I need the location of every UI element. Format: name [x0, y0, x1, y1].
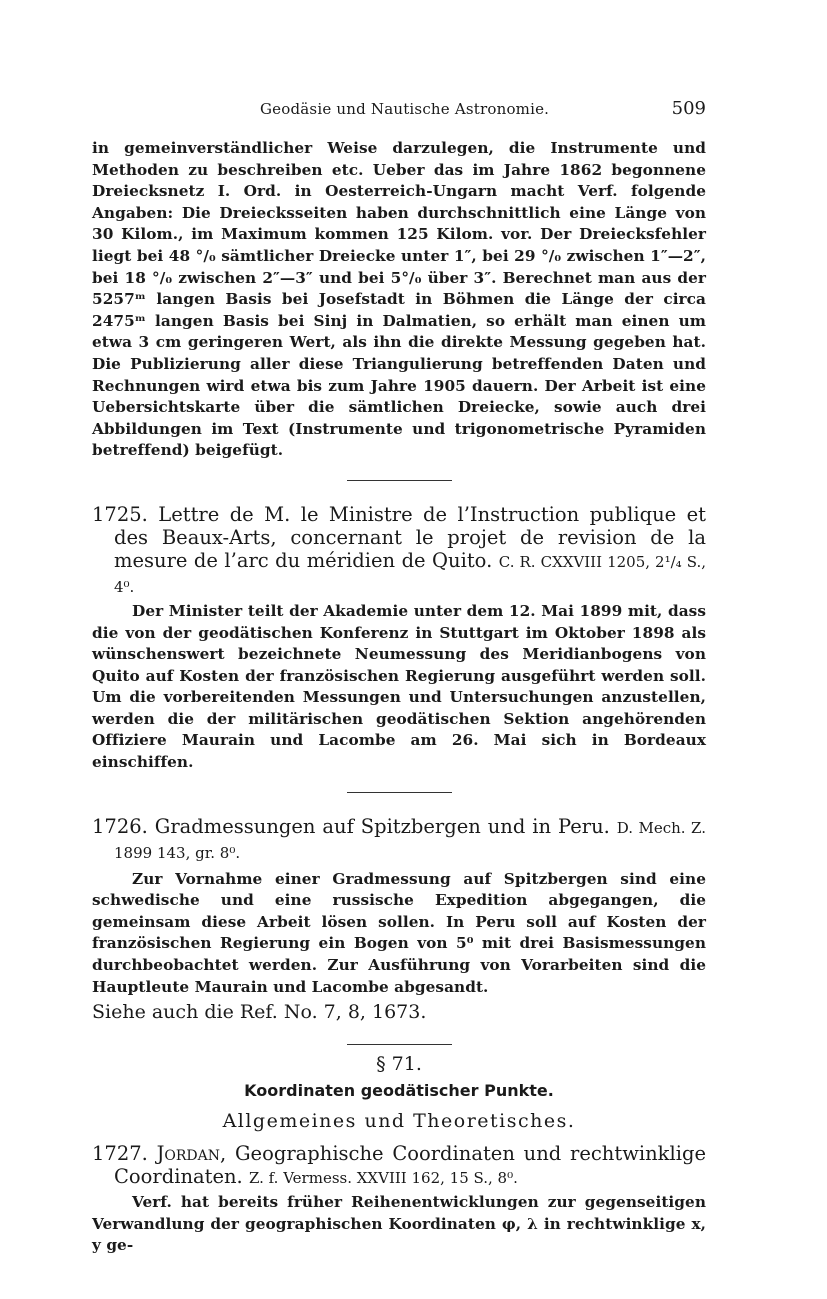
entry-heading	[92, 815, 706, 865]
entry-author: Jordan,	[156, 1142, 227, 1166]
separator-rule	[347, 480, 452, 481]
see-also: Siehe auch die Ref. No. 7, 8, 1673.	[92, 1001, 427, 1024]
entry-body: Verf. hat bereits früher Reihenentwicklungen zur gegenseitigen Verwandlung der geographischen Koordinaten φ, λ in rechtwinklige x, y ge-	[92, 1193, 706, 1255]
entry-1725	[92, 503, 706, 774]
entry-citation: D. Mech. Z. 1899 143, gr. 8⁰.	[114, 818, 706, 862]
entry-heading	[92, 503, 706, 599]
separator-rule	[347, 792, 452, 793]
entry-1727	[92, 1142, 706, 1257]
entry-title: Geographische Coordinaten und rechtwinklige Coordinaten.	[114, 1142, 706, 1189]
subsection-title: Allgemeines und Theoretisches.	[222, 1110, 576, 1133]
separator-rule	[347, 1044, 452, 1045]
entry-body: Zur Vornahme einer Gradmessung auf Spitzbergen sind eine schwedische und eine russische Expedition abgegangen, die gemeinsam diese Arbeit lösen sollen. In Peru soll auf Kosten der französischen Regierung ein Bogen von 5⁰ mit drei Basismessungen durchbeobachtet werden. Zur Ausführung von Vorarbeiten sind die Hauptleute Maurain und Lacombe abgesandt.	[92, 869, 706, 996]
entry-1726	[92, 815, 706, 1025]
running-head	[92, 92, 706, 122]
running-title: Geodäsie und Nautische Astronomie.	[260, 100, 550, 118]
entry-heading	[92, 1142, 706, 1190]
entry-title: 1726. Gradmessungen auf Spitzbergen und in Peru.	[92, 814, 610, 838]
entry-citation: Z. f. Vermess. XXVIII 162, 15 S., 8⁰.	[248, 1169, 518, 1188]
entry-number: 1727.	[92, 1142, 148, 1166]
entry-citation: C. R. CXXVIII 1205, 2¹/₄ S., 4⁰.	[114, 552, 706, 596]
page	[92, 92, 706, 1257]
entry-body: Der Minister teilt der Akademie unter dem 12. Mai 1899 mit, dass die von der geodätischen Konferenz in Stuttgart im Oktober 1898 als wünschenswert bezeichnete Neumessung des Meridianbogens von Quito auf Kosten der französischen Regierung ausgeführt werden soll. Um die vorbereitenden Messungen und Untersuchungen anzustellen, werden die der militärischen geodätischen Sektion angehörenden Offiziere Maurain und Lacombe am 26. Mai sich in Bordeaux einschiffen.	[92, 601, 706, 772]
page-number: 509	[671, 98, 706, 119]
section-number: § 71.	[376, 1053, 422, 1076]
section-title: Koordinaten geodätischer Punkte.	[244, 1081, 554, 1101]
entry-title: 1725. Lettre de M. le Ministre de l’Instruction publique et des Beaux-Arts, concernant le projet de revision de la mesure de l’arc du méridien de Quito.	[92, 502, 706, 572]
carryover-paragraph: in gemeinverständlicher Weise darzulegen, die Instrumente und Methoden zu beschreiben etc. Ueber das im Jahre 1862 begonnene Dreiecksnetz I. Ord. in Oesterreich-Ungarn macht Verf. folgende Angaben: Die Dreiecksseiten haben durchschnittlich eine Länge von 30 Kilom., im Maximum kommen 125 Kilom. vor. Der Dreiecksfehler liegt bei 48 °/₀ sämtlicher Dreiecke unter 1″, bei 29 °/₀ zwischen 1″—2″, bei 18 °/₀ zwischen 2″—3″ und bei 5°/₀ über 3″. Berechnet man aus der 5257ᵐ langen Basis bei Josefstadt in Böhmen die Länge der circa 2475ᵐ langen Basis bei Sinj in Dalmatien, so erhält man einen um etwa 3 cm geringeren Wert, als ihn die direkte Messung gegeben hat. Die Publizierung aller diese Triangulierung betreffenden Daten und Rechnungen wird etwa bis zum Jahre 1905 dauern. Der Arbeit ist eine Uebersichtskarte über die sämtlichen Dreiecke, sowie auch drei Abbildungen im Text (Instrumente und trigonometrische Pyramiden betreffend) beigefügt.	[92, 139, 706, 460]
